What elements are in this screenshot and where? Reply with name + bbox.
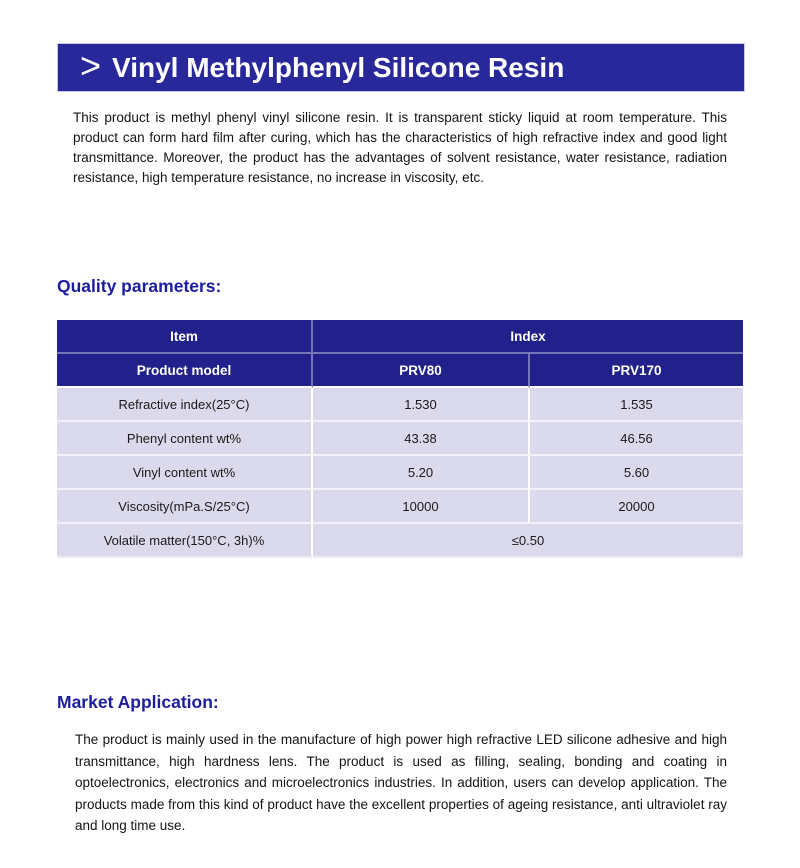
page-title: Vinyl Methylphenyl Silicone Resin — [112, 51, 565, 83]
table-row — [57, 388, 743, 422]
prv170-value: 5.60 — [530, 456, 743, 490]
table-model-row — [57, 354, 743, 388]
prv80-value: 43.38 — [313, 422, 530, 456]
market-application-paragraph: The product is mainly used in the manufacture of high power high refractive LED silicone adhesive and high transmittance, high hardness lens. The product is used as filling, sealing, bonding and coating in optoelectronics, electronics and microelectronics industries. In addition, users can develop application. The products made from this kind of product have the excellent properties of ageing resistance, anti ultraviolet ray and long time use. — [75, 732, 727, 833]
prv80-value: 5.20 — [313, 456, 530, 490]
item-column-header: Item — [57, 320, 313, 354]
table-header-row — [57, 320, 743, 354]
product-model-header: Product model — [57, 354, 313, 388]
table-row — [57, 456, 743, 490]
row-label: Vinyl content wt% — [57, 456, 313, 490]
index-column-header: Index — [313, 320, 743, 354]
chevron-right-icon: > — [80, 44, 102, 86]
prv170-value: 1.535 — [530, 388, 743, 422]
model-prv170-header: PRV170 — [530, 354, 743, 388]
market-application-heading: Market Application: — [57, 692, 219, 712]
prv170-value: 46.56 — [530, 422, 743, 456]
prv80-value: 10000 — [313, 490, 530, 524]
quality-parameters-table — [57, 320, 743, 558]
row-label: Phenyl content wt% — [57, 422, 313, 456]
row-label: Refractive index(25°C) — [57, 388, 313, 422]
intro-paragraph: This product is methyl phenyl vinyl silicone resin. It is transparent sticky liquid at room temperature. This product can form hard film after curing, which has the characteristics of high refractive index and good light transmittance. Moreover, the product has the advantages of solvent resistance, water resistance, radiation resistance, high temperature resistance, no increase in viscosity, etc. — [73, 110, 727, 185]
prv80-value: 1.530 — [313, 388, 530, 422]
prv170-value: 20000 — [530, 490, 743, 524]
row-label: Volatile matter(150°C, 3h)% — [57, 524, 313, 558]
title-banner — [57, 43, 745, 92]
table-row — [57, 422, 743, 456]
model-prv80-header: PRV80 — [313, 354, 530, 388]
table-row — [57, 490, 743, 524]
quality-parameters-heading: Quality parameters: — [57, 276, 222, 296]
merged-value: ≤0.50 — [313, 524, 743, 558]
row-label: Viscosity(mPa.S/25°C) — [57, 490, 313, 524]
table-row-merged — [57, 524, 743, 558]
